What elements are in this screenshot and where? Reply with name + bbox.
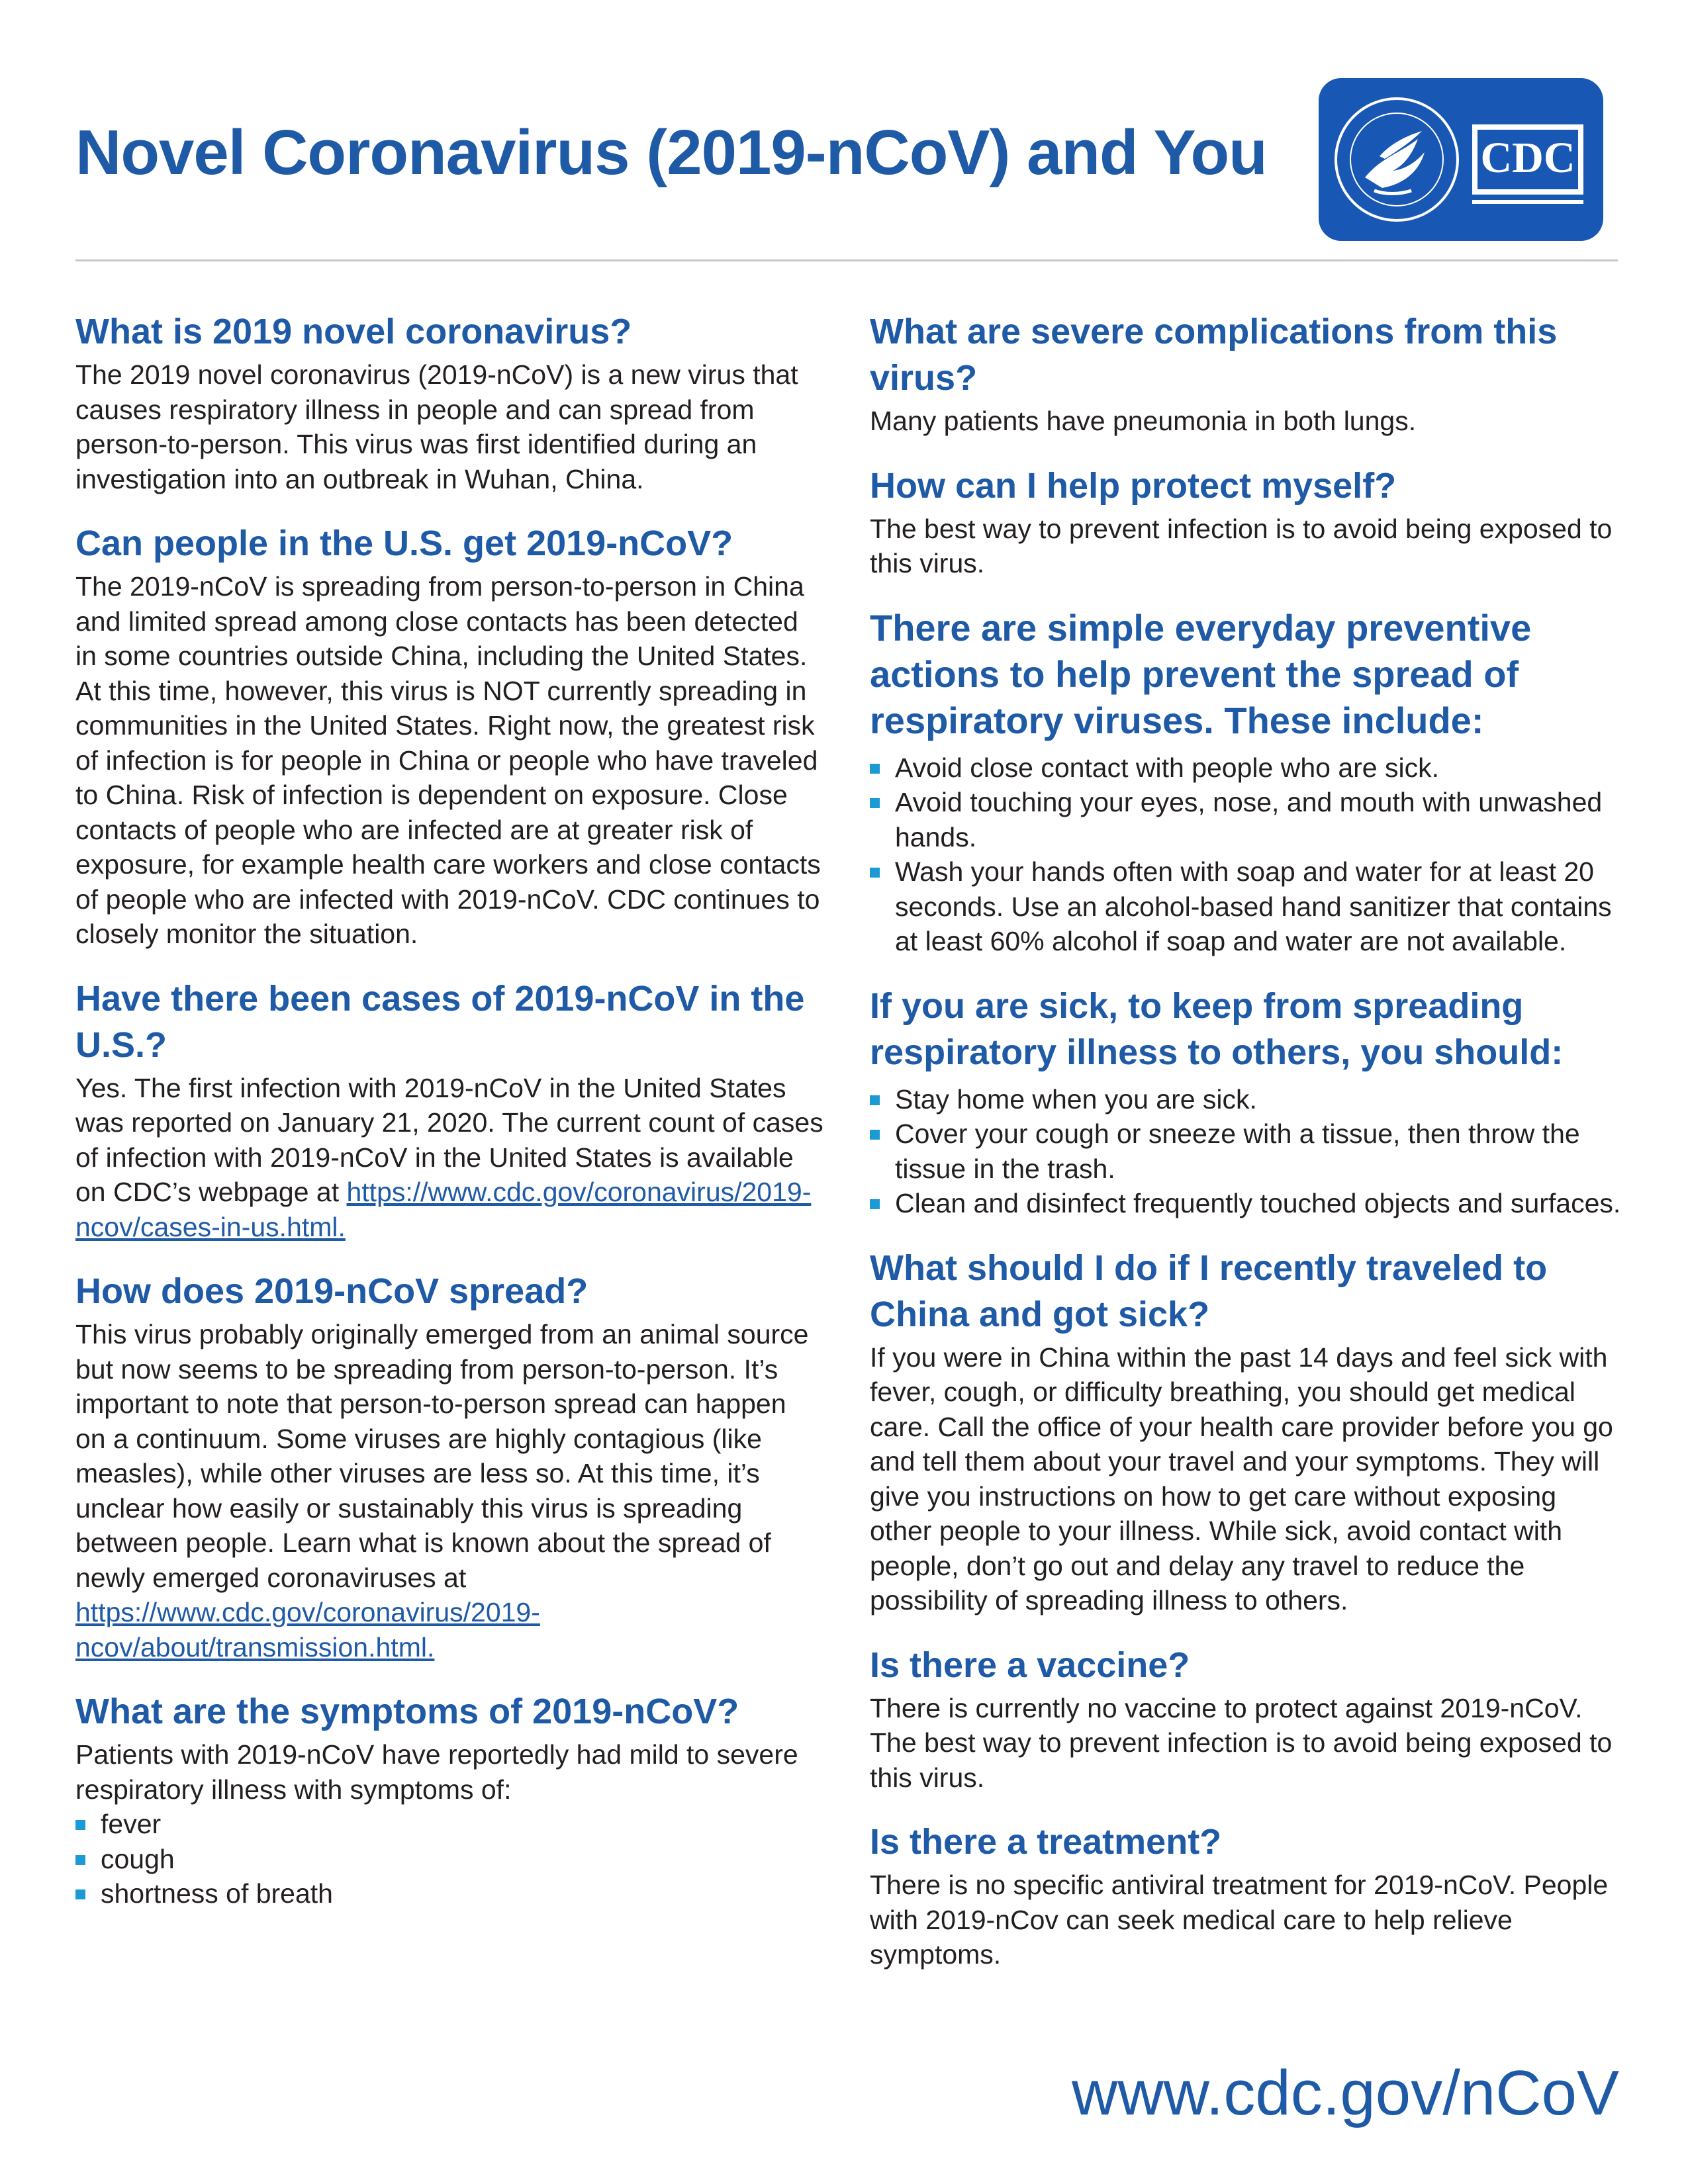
list-item-text: Avoid close contact with people who are sick.: [895, 752, 1439, 783]
section-body: The 2019 novel coronavirus (2019-nCoV) is a new virus that causes respiratory illness in people and can spread from person-to-person. This virus was first identified during an investigation into an outbreak in Wuhan, China.: [75, 359, 798, 494]
section-heading: What should I do if I recently traveled to China and got sick?: [870, 1248, 1548, 1334]
list-item: [870, 854, 1624, 959]
section-body: Yes. The first infection with 2019-nCoV in the United States was reported on January 21, 2020. The current count of cases of infection with 2019-nCoV in the United States is available on CDC’s webpage at: [75, 1072, 823, 1207]
right-column: [870, 308, 1624, 1996]
cases-in-us-link[interactable]: https://www.cdc.gov/coronavirus/2019-ncov/cases-in-us.html.: [75, 1177, 812, 1242]
list-item: [870, 751, 1624, 786]
bullet-square-icon: [870, 1130, 880, 1140]
transmission-link[interactable]: https://www.cdc.gov/coronavirus/2019-ncov/about/transmission.html.: [75, 1597, 540, 1662]
section-heading: Is there a vaccine?: [870, 1645, 1190, 1685]
cdc-hhs-logo: [1319, 78, 1603, 241]
section-what-is: [75, 308, 823, 496]
section-symptoms: [75, 1688, 823, 1911]
logo-cdc-text: CDC: [1480, 134, 1575, 182]
section-body-with-link: [75, 1317, 823, 1664]
section-heading: Is there a treatment?: [870, 1822, 1222, 1862]
bullet-square-icon: [870, 798, 880, 808]
section-body: Patients with 2019-nCoV have reportedly had mild to severe respiratory illness with symptoms of:: [75, 1739, 798, 1805]
list-item: [75, 1842, 823, 1877]
left-column: [75, 308, 823, 1935]
section-heading: What are severe complications from this virus?: [870, 312, 1558, 398]
section-body: This virus probably originally emerged from an animal source but now seems to be spreading from person-to-person. It’s important to note that person-to-person spread can happen on a continuum. Some viruses are highly contagious (like measles), while other viruses are less so. At this time, it’s unclear how easily or sustainably this virus is spreading between people. Learn what is known about the spread of newly emerged coronaviruses at: [75, 1319, 809, 1593]
list-item-text: fever: [101, 1809, 162, 1839]
section-heading: There are simple everyday preventive actions to help prevent the spread of respiratory viruses. These include:: [870, 606, 1532, 741]
list-item: [75, 1876, 823, 1911]
section-preventive: [870, 605, 1624, 959]
section-heading: What is 2019 novel coronavirus?: [75, 312, 632, 351]
bullet-square-icon: [870, 868, 880, 878]
section-heading: How can I help protect myself?: [870, 465, 1397, 506]
section-treatment: [870, 1819, 1624, 1972]
symptoms-list: [75, 1807, 823, 1911]
section-body: There is currently no vaccine to protect against 2019-nCoV. The best way to prevent infection is to avoid being exposed to this virus.: [870, 1692, 1613, 1793]
list-item-text: shortness of breath: [101, 1878, 333, 1909]
section-body: The best way to prevent infection is to avoid being exposed to this virus.: [870, 513, 1613, 578]
section-heading: If you are sick, to keep from spreading respiratory illness to others, you should:: [870, 985, 1564, 1072]
footer-url-link[interactable]: www.cdc.gov/nCoV: [1071, 2058, 1619, 2128]
section-complications: [870, 308, 1624, 439]
list-item: [75, 1807, 823, 1842]
section-spread: [75, 1268, 823, 1664]
list-item: [870, 785, 1624, 854]
section-heading: Can people in the U.S. get 2019-nCoV?: [75, 523, 733, 563]
section-us-get: [75, 520, 823, 952]
bullet-square-icon: [75, 1889, 85, 1899]
list-item-text: Stay home when you are sick.: [895, 1083, 1257, 1115]
section-if-sick: [870, 983, 1624, 1221]
logo-graphic: [1319, 78, 1603, 241]
section-body-with-link: [75, 1071, 823, 1245]
bullet-square-icon: [870, 1199, 880, 1209]
bullet-square-icon: [75, 1820, 85, 1830]
section-body: If you were in China within the past 14 days and feel sick with fever, cough, or difficulty breathing, you should get medical care. Call the office of your health care provider before you go and tell them about your travel and your symptoms. They will give you instructions on how to get care without exposing other people to your illness. While sick, avoid contact with people, don’t go out and delay any travel to reduce the possibility of spreading illness to others.: [870, 1342, 1613, 1615]
page-title: Novel Coronavirus (2019-nCoV) and You: [75, 117, 1267, 188]
list-item-text: cough: [101, 1843, 175, 1874]
bullet-square-icon: [870, 1095, 880, 1105]
list-item-text: Avoid touching your eyes, nose, and mouth with unwashed hands.: [895, 787, 1603, 852]
list-item-text: Wash your hands often with soap and water for at least 20 seconds. Use an alcohol-based hand sanitizer that contains at least 60% alcohol if soap and water are not available.: [895, 856, 1612, 956]
list-item: [870, 1116, 1624, 1186]
bullet-square-icon: [870, 764, 880, 774]
preventive-list: [870, 751, 1624, 959]
section-heading: How does 2019-nCoV spread?: [75, 1271, 588, 1311]
section-heading: Have there been cases of 2019-nCoV in the U.S.?: [75, 978, 805, 1065]
section-body: There is no specific antiviral treatment for 2019-nCoV. People with 2019-nCov can seek medical care to help relieve symptoms.: [870, 1870, 1609, 1970]
list-item-text: Cover your cough or sneeze with a tissue, then throw the tissue in the trash.: [895, 1118, 1580, 1184]
bullet-square-icon: [75, 1855, 85, 1865]
header-divider: [75, 259, 1618, 261]
list-item: [870, 1186, 1624, 1221]
section-protect: [870, 463, 1624, 581]
section-heading: What are the symptoms of 2019-nCoV?: [75, 1692, 739, 1731]
section-body: The 2019-nCoV is spreading from person-to-person in China and limited spread among close contacts has been detected in some countries outside China, including the United States. At this time, however, this virus is NOT currently spreading in communities in the United States. Right now, the greatest risk of infection is for people in China or people who have traveled to China. Risk of infection is dependent on exposure. Close contacts of people who are infected are at greater risk of exposure, for example health care workers and close contacts of people who are infected with 2019-nCoV. CDC continues to closely monitor the situation.: [75, 571, 821, 949]
section-traveled: [870, 1245, 1624, 1618]
section-vaccine: [870, 1642, 1624, 1796]
section-cases-us: [75, 976, 823, 1245]
section-body: Many patients have pneumonia in both lungs.: [870, 406, 1417, 436]
list-item-text: Clean and disinfect frequently touched objects and surfaces.: [895, 1188, 1621, 1218]
if-sick-list: [870, 1082, 1624, 1221]
list-item: [870, 1082, 1624, 1117]
